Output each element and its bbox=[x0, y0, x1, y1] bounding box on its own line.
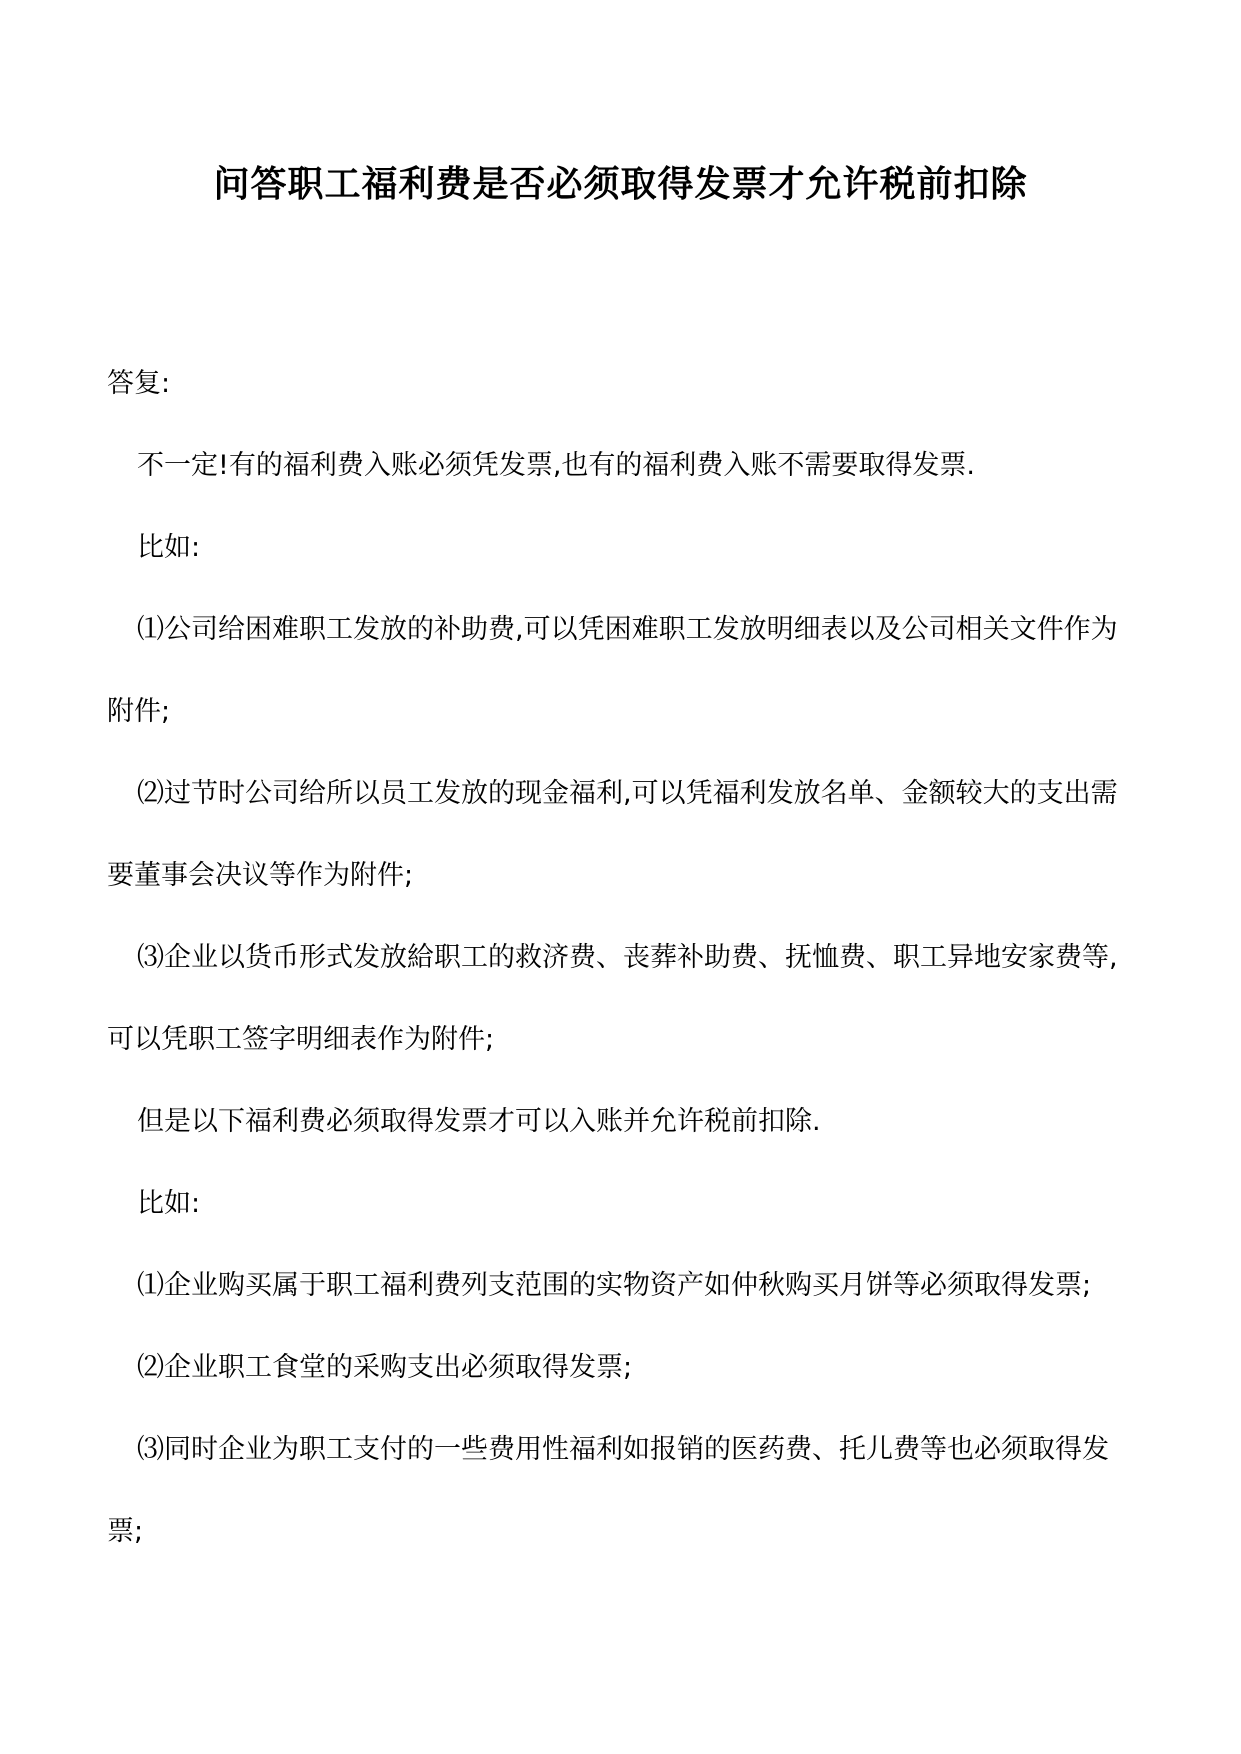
document-title: 问答职工福利费是否必须取得发票才允许税前扣除 bbox=[213, 164, 1028, 205]
paragraph-example-label: 比如: bbox=[137, 532, 201, 563]
paragraph-item: ⑵企业职工食堂的采购支出必须取得发票; bbox=[137, 1352, 633, 1383]
paragraph-item: ⑴公司给困难职工发放的补助费,可以凭困难职工发放明细表以及公司相关文件作为附件; bbox=[107, 614, 1118, 727]
paragraph-item: ⑵过节时公司给所以员工发放的现金福利,可以凭福利发放名单、金额较大的支出需要董事会决议等作为附件; bbox=[107, 778, 1118, 891]
paragraph-intro: 不一定!有的福利费入账必须凭发票,也有的福利费入账不需要取得发票. bbox=[137, 450, 975, 481]
paragraph-item: ⑶企业以货币形式发放給职工的救济费、丧葬补助费、抚恤费、职工异地安家费等,可以凭职工签字明细表作为附件; bbox=[107, 942, 1118, 1055]
paragraph-transition: 但是以下福利费必须取得发票才可以入账并允许税前扣除. bbox=[137, 1106, 821, 1137]
paragraph-answer-label: 答复: bbox=[107, 368, 171, 399]
paragraph-item: ⑶同时企业为职工支付的一些费用性福利如报销的医药费、托儿费等也必须取得发票; bbox=[107, 1434, 1109, 1547]
document-body bbox=[107, 343, 1137, 1573]
paragraph-item: ⑴企业购买属于职工福利费列支范围的实物资产如仲秋购买月饼等必须取得发票; bbox=[137, 1270, 1092, 1301]
paragraph-example-label: 比如: bbox=[137, 1188, 201, 1219]
